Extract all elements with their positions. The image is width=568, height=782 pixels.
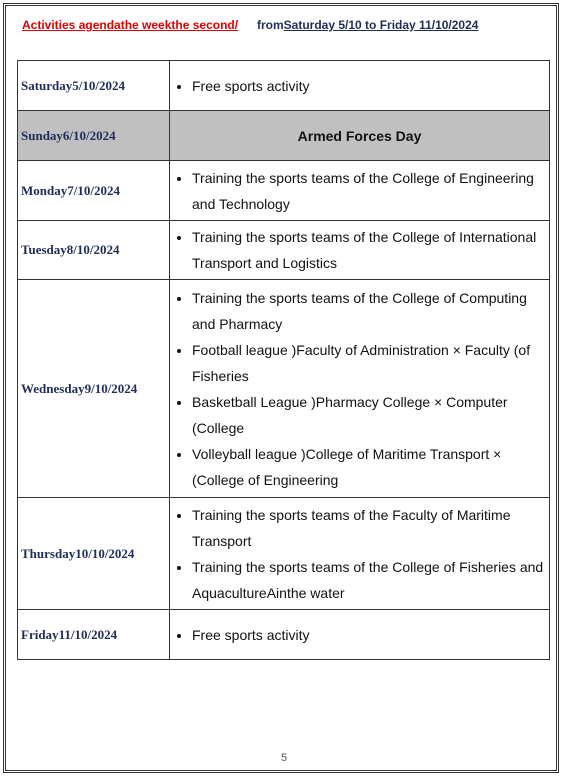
day-name: Sunday (21, 127, 63, 143)
day-cell (18, 280, 170, 498)
agenda-table (17, 60, 550, 660)
day-date: 10/10/2024 (75, 545, 135, 561)
activity-cell (170, 221, 550, 280)
list-item: • Training the sports teams of the Faculty of Maritime Transport (192, 502, 549, 554)
day-name: Tuesday (21, 242, 67, 257)
activity-cell (170, 61, 550, 111)
day-name: Saturday (21, 77, 73, 93)
day-cell (18, 111, 170, 161)
activity-cell (170, 161, 550, 221)
table-row (18, 280, 550, 498)
day-cell (18, 61, 170, 111)
list-item: • Training the sports teams of the College of International Transport and Logistics (192, 224, 549, 276)
table-row (18, 498, 550, 610)
day-name: Friday (21, 626, 59, 642)
date-range (257, 18, 478, 32)
date-range-dates: Saturday 5/10 to Friday 11/10/2024 (283, 18, 479, 32)
list-item: • Volleyball league )College of Maritime Transport × (College of Engineering (192, 441, 549, 493)
date-range-prefix: from (257, 18, 284, 32)
day-name: Wednesday (21, 380, 85, 396)
list-item: • Training the sports teams of the College of Fisheries and AquacultureAinthe water (192, 554, 549, 606)
day-date: 5/10/2024 (72, 77, 126, 93)
activity-cell (170, 610, 550, 660)
list-item: • Free sports activity (192, 73, 549, 99)
day-name: Thursday (21, 545, 76, 561)
activity-cell (170, 498, 550, 610)
holiday-cell: Armed Forces Day (170, 111, 550, 161)
list-item: • Basketball League )Pharmacy College × Computer (College (192, 389, 549, 441)
day-cell (18, 221, 170, 280)
day-name: Monday (21, 182, 68, 198)
day-date: 9/10/2024 (84, 380, 138, 396)
day-cell (18, 610, 170, 660)
agenda-header (22, 18, 479, 32)
table-row (18, 111, 550, 161)
day-cell (18, 161, 170, 221)
day-date: 11/10/2024 (58, 626, 118, 642)
list-item: • Free sports activity (192, 622, 549, 648)
table-row (18, 61, 550, 111)
table-row (18, 161, 550, 221)
list-item: • Training the sports teams of the College of Engineering and Technology (192, 165, 549, 217)
table-row (18, 610, 550, 660)
activity-cell (170, 280, 550, 498)
agenda-title: Activities agendathe weekthe second/ (22, 18, 239, 32)
list-item: • Training the sports teams of the College of Computing and Pharmacy (192, 285, 549, 337)
day-date: 8/10/2024 (66, 242, 120, 257)
page-number: 5 (280, 752, 288, 764)
day-cell (18, 498, 170, 610)
day-date: 6/10/2024 (62, 127, 116, 143)
list-item: • Football league )Faculty of Administration × Faculty (of Fisheries (192, 337, 549, 389)
table-row (18, 221, 550, 280)
day-date: 7/10/2024 (67, 182, 120, 198)
